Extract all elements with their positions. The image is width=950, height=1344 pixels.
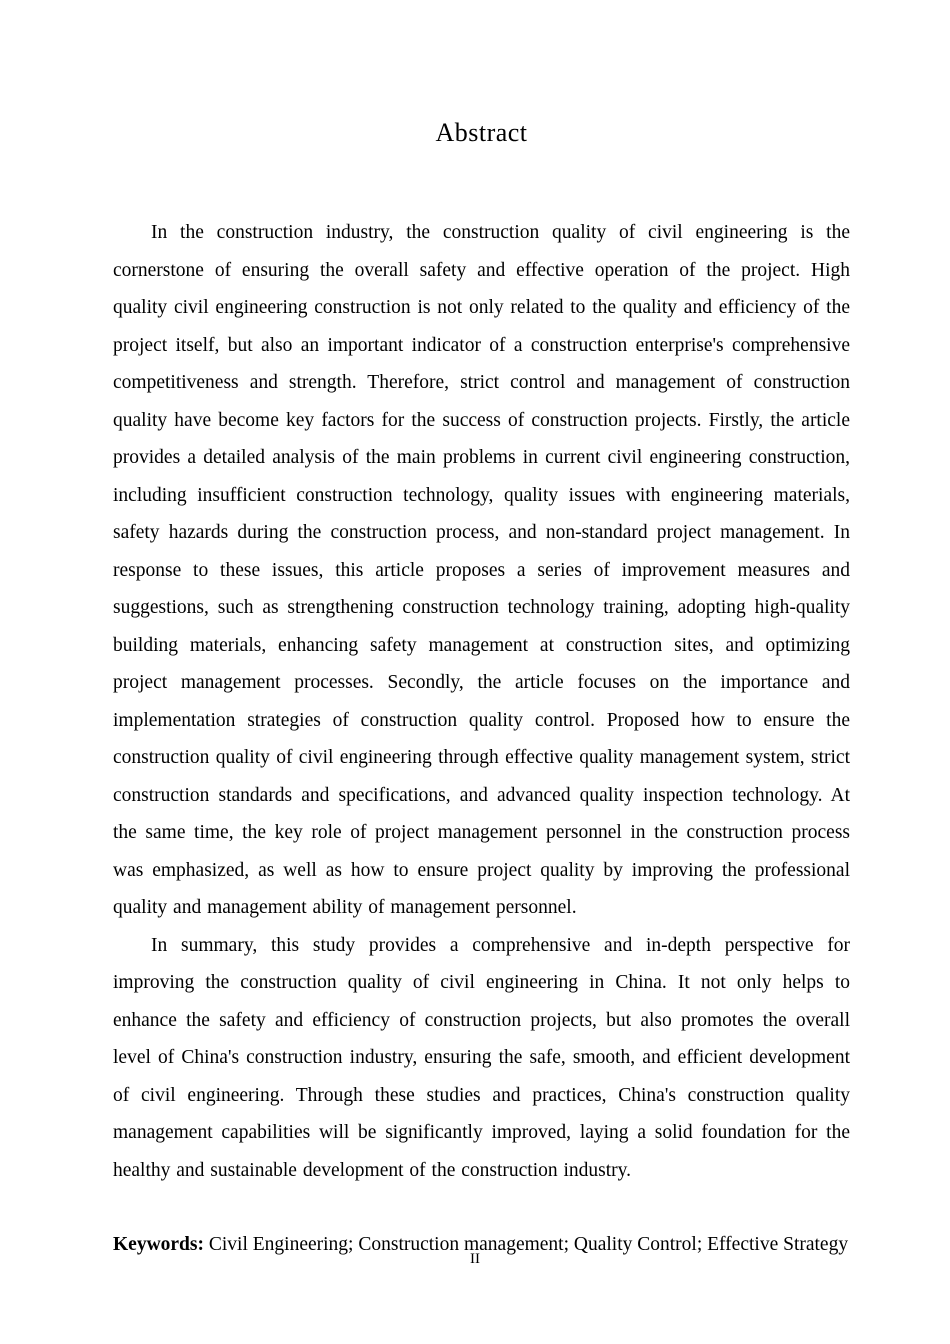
keywords-label: Keywords:	[113, 1234, 204, 1255]
abstract-paragraph-2: In summary, this study provides a comprehensive and in-depth perspective for improving the construction quality of civil engineering in China. It not only helps to enhance the safety and efficiency of construction projects, but also promotes the overall level of China's construction industry, ensuring the safe, smooth, and efficient development of civil engineering. Through these studies and practices, China's construction quality management capabilities will be significantly improved, laying a solid foundation for the healthy and sustainable development of the construction industry.	[113, 934, 850, 1181]
abstract-body	[113, 214, 850, 1264]
page-number: II	[470, 1251, 480, 1267]
keywords-text: Civil Engineering; Construction management; Quality Control; Effective Strategy	[204, 1234, 849, 1255]
abstract-paragraph-1: In the construction industry, the construction quality of civil engineering is the cornerstone of ensuring the overall safety and effective operation of the project. High quality civil engineering construction is not only related to the quality and efficiency of the project itself, but also an important indicator of a construction enterprise's comprehensive competitiveness and strength. Therefore, strict control and management of construction quality have become key factors for the success of construction projects. Firstly, the article provides a detailed analysis of the main problems in current civil engineering construction, including insufficient construction technology, quality issues with engineering materials, safety hazards during the construction process, and non-standard project management. In response to these issues, this article proposes a series of improvement measures and suggestions, such as strengthening construction technology training, adopting high-quality building materials, enhancing safety management at construction sites, and optimizing project management processes. Secondly, the article focuses on the importance and implementation strategies of construction quality control. Proposed how to ensure the construction quality of civil engineering through effective quality management system, strict construction standards and specifications, and advanced quality inspection technology. At the same time, the key role of project management personnel in the construction process was emphasized, as well as how to ensure project quality by improving the professional quality and management ability of management personnel.	[113, 222, 850, 918]
page-title: Abstract	[435, 118, 528, 147]
